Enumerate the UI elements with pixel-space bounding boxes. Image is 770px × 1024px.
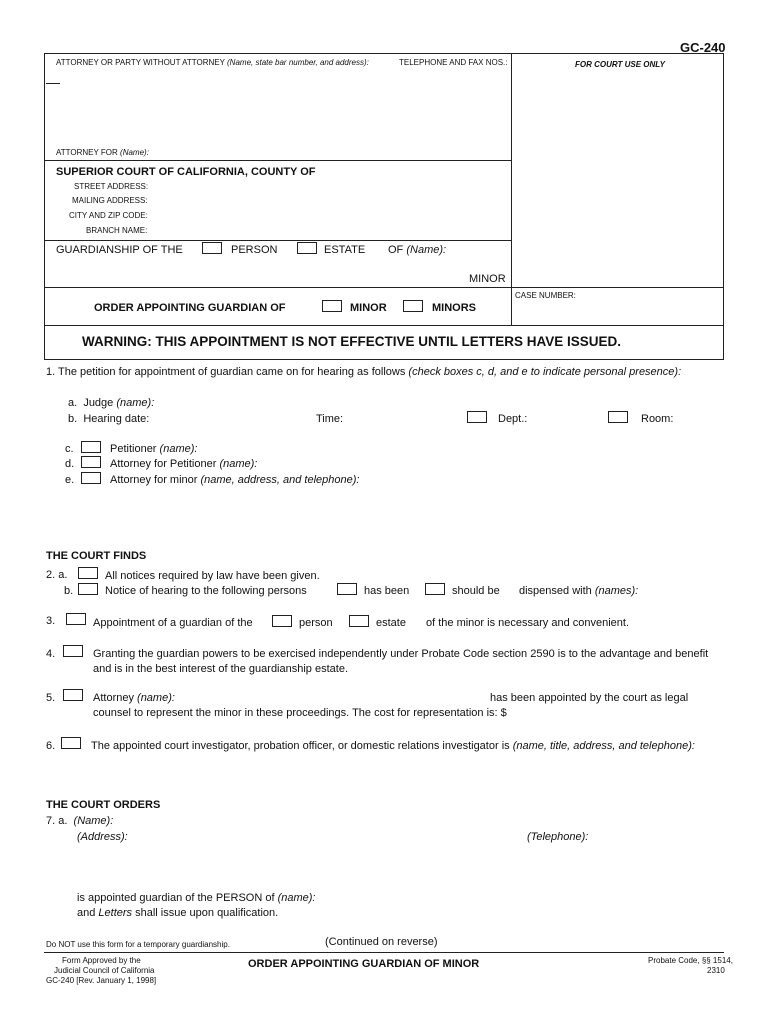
branch-label: BRANCH NAME: <box>86 226 148 235</box>
item4-num: 4. <box>46 648 56 660</box>
address-label: (Address): <box>77 831 128 843</box>
minors-option: MINORS <box>432 302 476 314</box>
has-been-checkbox[interactable] <box>337 583 357 595</box>
attorney-for-label: ATTORNEY FOR (Name): <box>56 148 149 157</box>
attorney-label: ATTORNEY OR PARTY WITHOUT ATTORNEY (Name, state bar number, and address): <box>56 58 369 67</box>
court-orders-heading: THE COURT ORDERS <box>46 799 161 811</box>
dept-checkbox[interactable] <box>467 411 487 423</box>
city-label: CITY AND ZIP CODE: <box>69 211 148 220</box>
item2a-checkbox[interactable] <box>78 567 98 579</box>
item1a: a. Judge (name): <box>68 397 155 409</box>
item2a-text: All notices required by law have been given. <box>105 570 320 582</box>
time-label: Time: <box>316 413 344 425</box>
mailing-label: MAILING ADDRESS: <box>72 196 148 205</box>
item4-line1: Granting the guardian powers to be exercised independently under Probate Code section 2590 is to the advantage and benefit <box>93 648 709 660</box>
dept-label: Dept.: <box>498 413 528 425</box>
should-be-label: should be <box>452 585 500 597</box>
minor-label: MINOR <box>469 273 506 285</box>
court-finds-heading: THE COURT FINDS <box>46 550 147 562</box>
person-checkbox[interactable] <box>202 242 222 254</box>
item6-num: 6. <box>46 740 56 752</box>
estate-checkbox[interactable] <box>297 242 317 254</box>
item7a: 7. a. (Name): <box>46 815 114 827</box>
minor-option: MINOR <box>350 302 387 314</box>
item2b-checkbox[interactable] <box>78 583 98 595</box>
telephone-label-7a: (Telephone): <box>527 831 589 843</box>
item1d-text: Attorney for Petitioner (name): <box>110 458 258 470</box>
temporary-note: Do NOT use this form for a temporary guardianship. <box>46 940 230 949</box>
minors-checkbox[interactable] <box>403 300 423 312</box>
dispensed-label: dispensed with (names): <box>519 585 639 597</box>
street-label: STREET ADDRESS: <box>74 182 149 191</box>
item3-person-checkbox[interactable] <box>272 615 292 627</box>
item2b-text: Notice of hearing to the following persons <box>105 585 307 597</box>
item3-num: 3. <box>46 615 56 627</box>
item5-line2: counsel to represent the minor in these proceedings. The cost for representation is: $ <box>93 707 507 719</box>
form-id: GC-240 <box>680 40 726 55</box>
item5-tail: has been appointed by the court as legal <box>490 692 689 704</box>
probate-code-1: Probate Code, §§ 1514, <box>648 956 733 965</box>
item6-text: The appointed court investigator, probation officer, or domestic relations investigator is (name, title, address, and telephone): <box>91 740 695 752</box>
letters-text: and Letters shall issue upon qualification. <box>77 907 279 919</box>
form-approved-2: Judicial Council of California <box>54 966 155 975</box>
item3-estate-label: estate <box>376 617 406 629</box>
item4-checkbox[interactable] <box>63 645 83 657</box>
attorney-petitioner-checkbox[interactable] <box>81 456 101 468</box>
item5-num: 5. <box>46 692 56 704</box>
item1d-letter: d. <box>65 458 75 470</box>
item2a-num: 2. a. <box>46 569 68 581</box>
item3-checkbox[interactable] <box>66 613 86 625</box>
court-use-label: FOR COURT USE ONLY <box>575 60 665 69</box>
probate-code-2: 2310 <box>707 966 725 975</box>
guardianship-label: GUARDIANSHIP OF THE <box>56 244 183 256</box>
warning-banner: WARNING: THIS APPOINTMENT IS NOT EFFECTIVE UNTIL LETTERS HAVE ISSUED. <box>82 334 622 349</box>
item5-text: Attorney (name): <box>93 692 175 704</box>
item1b: b. Hearing date: <box>68 413 150 425</box>
item1-text: 1. The petition for appointment of guardian came on for hearing as follows (check boxes c, d, and e to indicate personal presence): <box>46 366 682 378</box>
item3-person-label: person <box>299 617 333 629</box>
item5-checkbox[interactable] <box>63 689 83 701</box>
item3-tail: of the minor is necessary and convenient. <box>426 617 630 629</box>
of-name-label: OF (Name): <box>388 244 447 256</box>
room-checkbox[interactable] <box>608 411 628 423</box>
estate-label: ESTATE <box>324 244 366 256</box>
room-label: Room: <box>641 413 674 425</box>
case-number-label: CASE NUMBER: <box>515 291 576 300</box>
footer-title: ORDER APPOINTING GUARDIAN OF MINOR <box>248 958 480 970</box>
item1e-letter: e. <box>65 474 75 486</box>
form-approved-3: GC-240 [Rev. January 1, 1998] <box>46 976 157 985</box>
item6-checkbox[interactable] <box>61 737 81 749</box>
item3-estate-checkbox[interactable] <box>349 615 369 627</box>
item3-text: Appointment of a guardian of the <box>93 617 253 629</box>
should-be-checkbox[interactable] <box>425 583 445 595</box>
appointed-text: is appointed guardian of the PERSON of (name): <box>77 892 316 904</box>
item1e-text: Attorney for minor (name, address, and telephone): <box>110 474 360 486</box>
item2b-num: b. <box>64 585 74 597</box>
attorney-minor-checkbox[interactable] <box>81 472 101 484</box>
form-approved-1: Form Approved by the <box>62 956 141 965</box>
continued-note: (Continued on reverse) <box>325 936 438 948</box>
petitioner-checkbox[interactable] <box>81 441 101 453</box>
minor-checkbox[interactable] <box>322 300 342 312</box>
item1c-text: Petitioner (name): <box>110 443 198 455</box>
telephone-label: TELEPHONE AND FAX NOS.: <box>399 58 508 67</box>
item1c-letter: c. <box>65 443 74 455</box>
has-been-label: has been <box>364 585 410 597</box>
person-label: PERSON <box>231 244 278 256</box>
item4-line2: and is in the best interest of the guardianship estate. <box>93 663 348 675</box>
court-title: SUPERIOR COURT OF CALIFORNIA, COUNTY OF <box>56 166 316 178</box>
order-title: ORDER APPOINTING GUARDIAN OF <box>94 302 286 314</box>
